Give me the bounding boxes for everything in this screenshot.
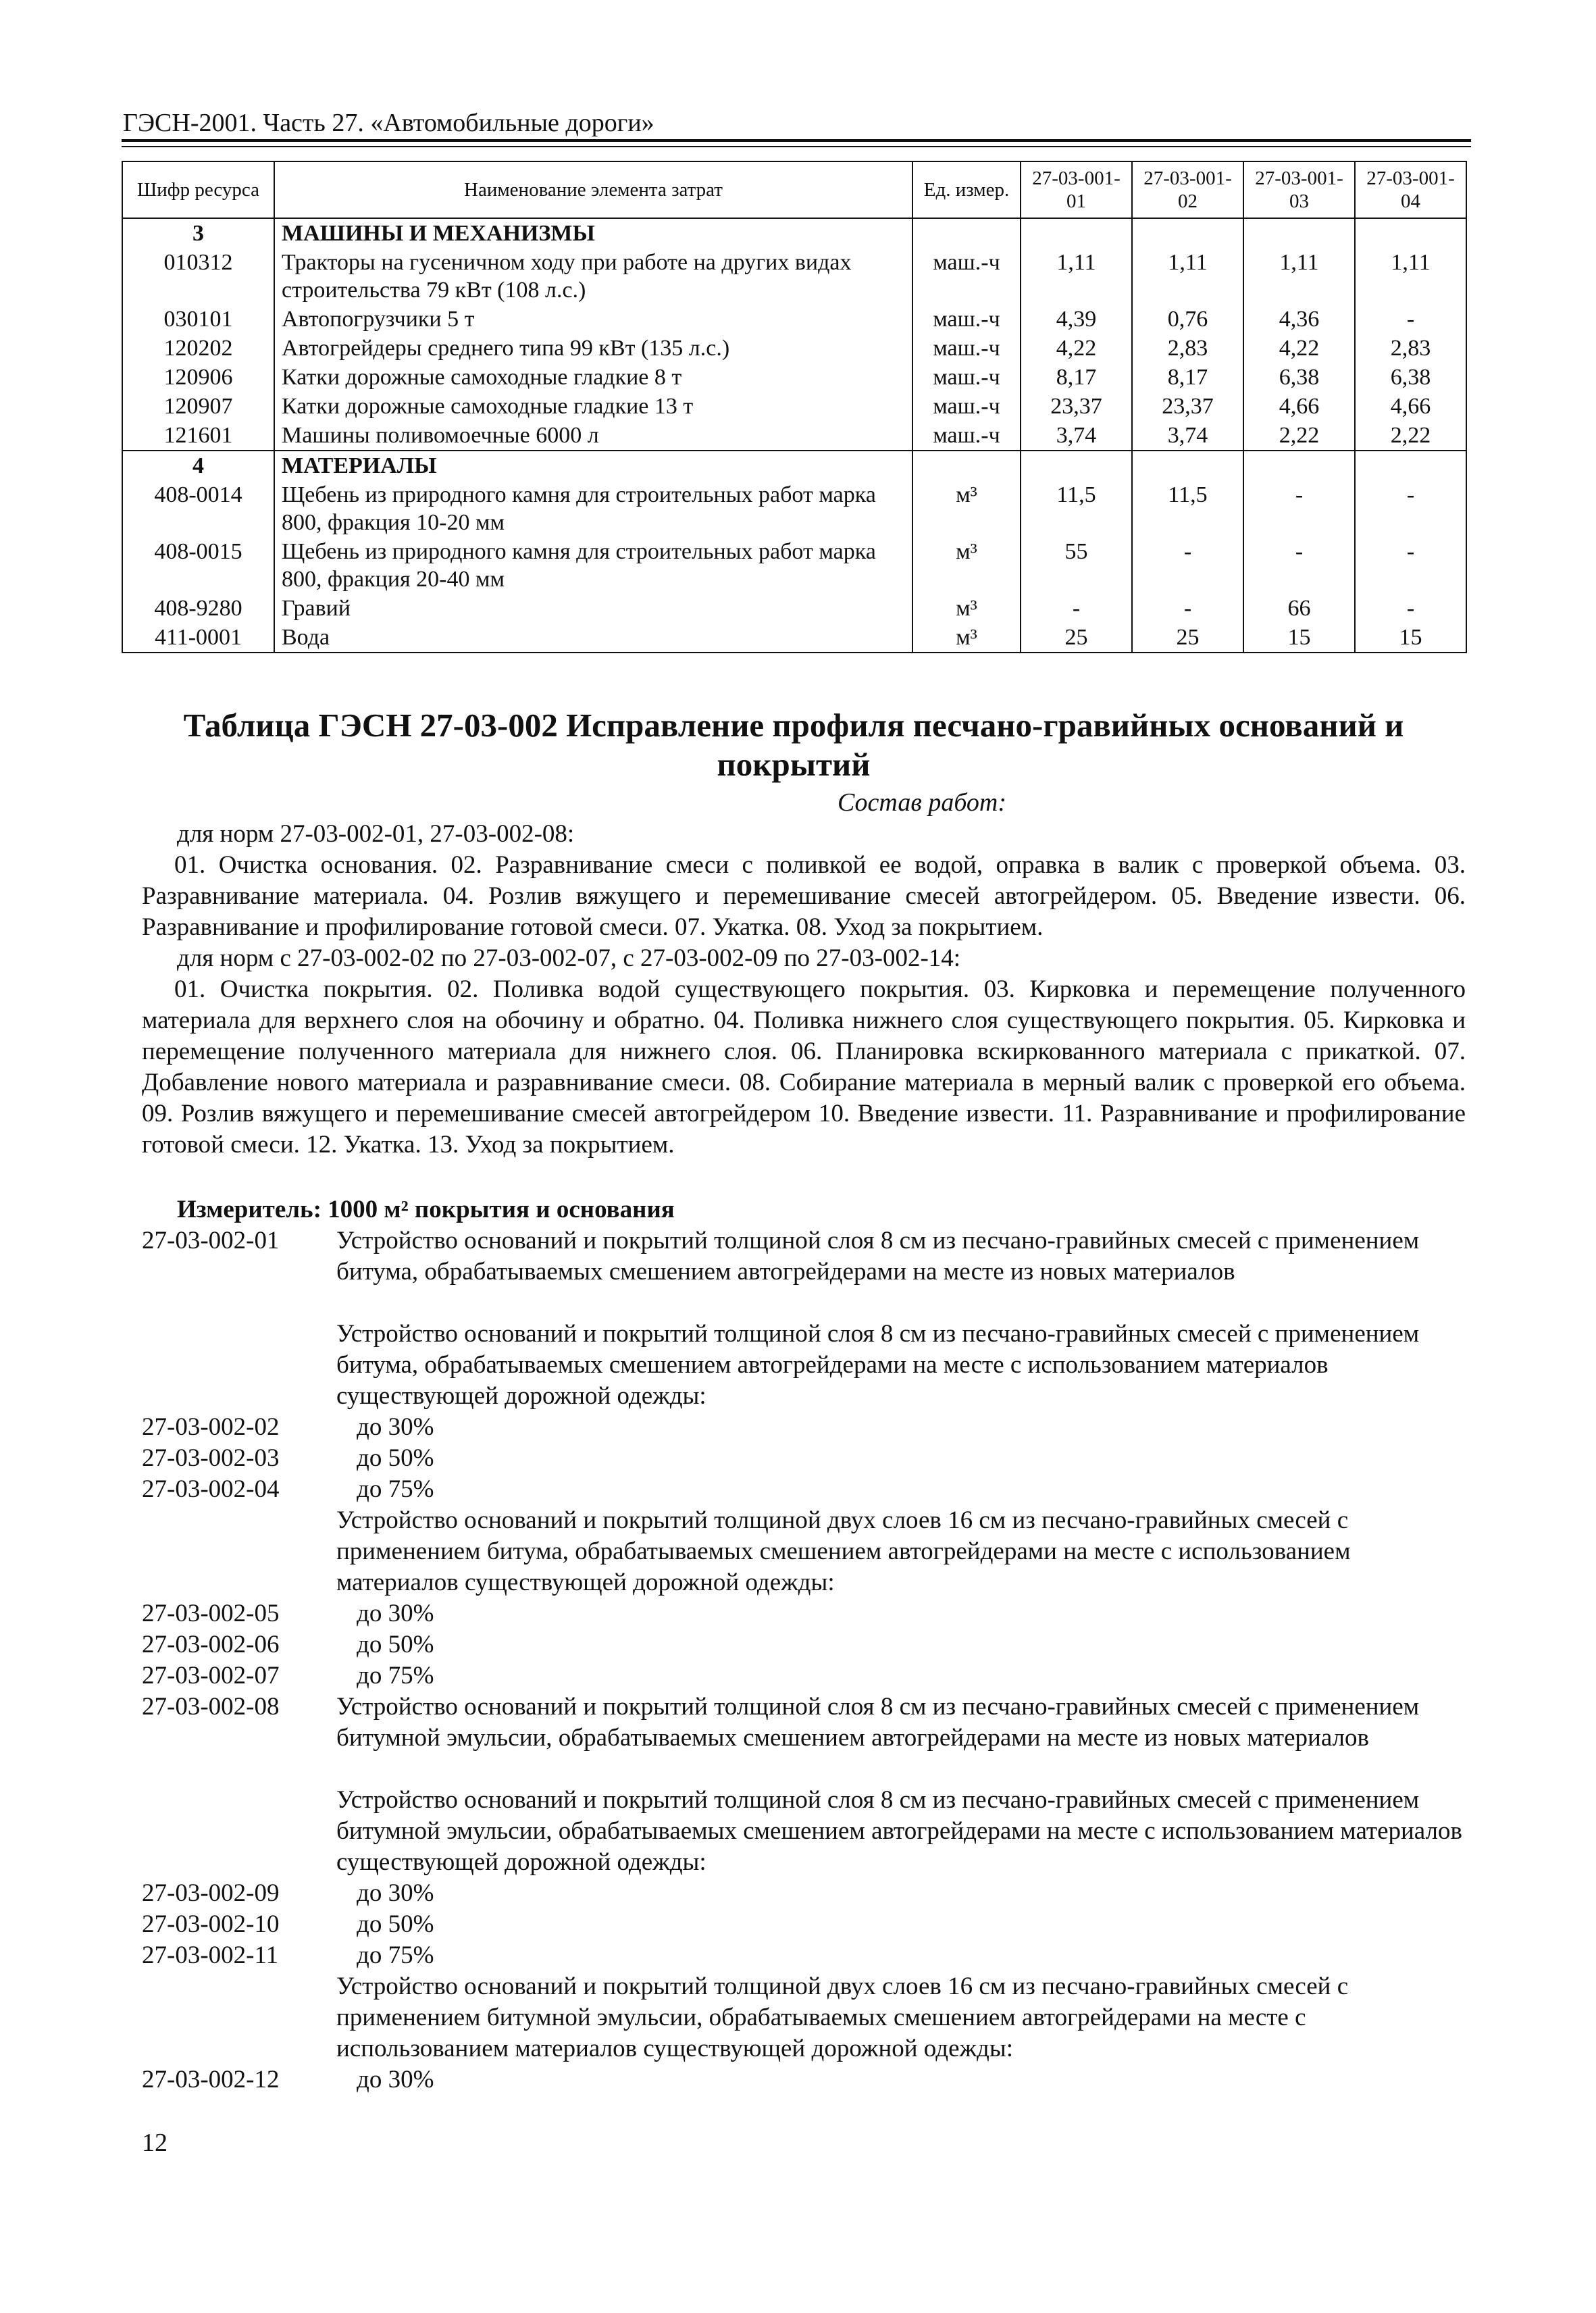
- value-cell: 66: [1243, 594, 1355, 623]
- table-body: [122, 218, 1466, 653]
- value-cell: 23,37: [1021, 392, 1132, 421]
- table-row: [122, 594, 1466, 623]
- norm-code: 27-03-002-06: [142, 1631, 280, 1658]
- resource-code: 121601: [122, 421, 274, 451]
- norm-description: до 75%: [357, 1662, 434, 1689]
- value-cell: 4,22: [1021, 334, 1132, 363]
- value-cell: 2,22: [1355, 421, 1466, 451]
- header-col-2: 27-03-001-02: [1132, 161, 1243, 218]
- table-header-row: [122, 161, 1466, 218]
- resource-code: 010312: [122, 248, 274, 305]
- norm-code: 27-03-002-02: [142, 1413, 280, 1441]
- empty-cell: [1132, 451, 1243, 480]
- unit-cell: маш.-ч: [912, 248, 1021, 305]
- resource-table: [122, 161, 1467, 653]
- header-rule-thin: [122, 146, 1471, 147]
- value-cell: 4,36: [1243, 305, 1355, 334]
- value-cell: -: [1132, 594, 1243, 623]
- empty-cell: [1021, 218, 1132, 248]
- resource-name: Щебень из природного камня для строительных работ марка 800, фракция 20-40 мм: [274, 537, 912, 594]
- table-row: [122, 305, 1466, 334]
- resource-name: Катки дорожные самоходные гладкие 13 т: [274, 392, 912, 421]
- value-cell: 1,11: [1021, 248, 1132, 305]
- header-rule: [122, 139, 1471, 142]
- norm-code: 27-03-002-09: [142, 1879, 280, 1907]
- value-cell: -: [1355, 480, 1466, 537]
- unit-cell: маш.-ч: [912, 334, 1021, 363]
- resource-name: Катки дорожные самоходные гладкие 8 т: [274, 363, 912, 392]
- header-name: Наименование элемента затрат: [274, 161, 912, 218]
- resource-name: Вода: [274, 623, 912, 653]
- resource-code: 411-0001: [122, 623, 274, 653]
- value-cell: 2,22: [1243, 421, 1355, 451]
- table-row: [122, 334, 1466, 363]
- page-number: 12: [142, 2129, 168, 2157]
- value-cell: 3,74: [1132, 421, 1243, 451]
- norm-code: 27-03-002-08: [142, 1693, 280, 1721]
- value-cell: 4,66: [1355, 392, 1466, 421]
- value-cell: 2,83: [1355, 334, 1466, 363]
- section-heading: МАШИНЫ И МЕХАНИЗМЫ: [274, 218, 912, 248]
- table-row: [122, 392, 1466, 421]
- value-cell: 3,74: [1021, 421, 1132, 451]
- resource-name: Автопогрузчики 5 т: [274, 305, 912, 334]
- value-cell: -: [1243, 480, 1355, 537]
- norm-description: до 30%: [357, 2066, 434, 2093]
- norm-description: до 75%: [357, 1941, 434, 1969]
- empty-cell: [1132, 218, 1243, 248]
- empty-cell: [1021, 451, 1132, 480]
- running-header: ГЭСН-2001. Часть 27. «Автомобильные дороги»: [123, 109, 654, 137]
- header-unit: Ед. измер.: [912, 161, 1021, 218]
- resource-name: Щебень из природного камня для строительных работ марка 800, фракция 10-20 мм: [274, 480, 912, 537]
- value-cell: 25: [1021, 623, 1132, 653]
- unit-cell: м³: [912, 623, 1021, 653]
- empty-cell: [912, 451, 1021, 480]
- header-col-4: 27-03-001-04: [1355, 161, 1466, 218]
- norm-description: до 50%: [357, 1444, 434, 1472]
- norm-code: 27-03-002-03: [142, 1444, 280, 1472]
- resource-name: Тракторы на гусеничном ходу при работе на других видах строительства 79 кВт (108 л.с.): [274, 248, 912, 305]
- value-cell: 8,17: [1132, 363, 1243, 392]
- unit-cell: м³: [912, 594, 1021, 623]
- value-cell: 11,5: [1132, 480, 1243, 537]
- norm-description: Устройство оснований и покрытий толщиной слоя 8 см из песчано-гравийных смесей с применением битума, обрабатываемых смешением автогрейдерами на месте из новых материалов: [336, 1227, 1420, 1286]
- unit-cell: маш.-ч: [912, 392, 1021, 421]
- empty-cell: [1243, 218, 1355, 248]
- norm-code: 27-03-002-12: [142, 2066, 280, 2093]
- norm-description: Устройство оснований и покрытий толщиной двух слоев 16 см из песчано-гравийных смесей с применением битумной эмульсии, обрабатываемых смешением автогрейдерами на месте с использованием материалов существующей дорожной одежды:: [336, 1973, 1349, 2062]
- value-cell: 1,11: [1132, 248, 1243, 305]
- norm-description: Устройство оснований и покрытий толщиной двух слоев 16 см из песчано-гравийных смесей с применением битума, обрабатываемых смешением автогрейдерами на месте с использованием материалов существующей дорожной одежды:: [336, 1506, 1351, 1596]
- table-row: [122, 480, 1466, 537]
- table-row: [122, 623, 1466, 653]
- value-cell: 1,11: [1355, 248, 1466, 305]
- work-composition-title: Состав работ:: [837, 788, 1007, 817]
- value-cell: -: [1355, 594, 1466, 623]
- resource-name: Машины поливомоечные 6000 л: [274, 421, 912, 451]
- resource-code: 120906: [122, 363, 274, 392]
- resource-code: 120202: [122, 334, 274, 363]
- section-title: Таблица ГЭСН 27-03-002 Исправление профиля песчано-гравийных оснований и покрытий: [183, 707, 1404, 783]
- value-cell: 8,17: [1021, 363, 1132, 392]
- resource-name: Автогрейдеры среднего типа 99 кВт (135 л.с.): [274, 334, 912, 363]
- resource-code: 408-0015: [122, 537, 274, 594]
- norm-description: до 30%: [357, 1600, 434, 1627]
- value-cell: 15: [1355, 623, 1466, 653]
- value-cell: 4,66: [1243, 392, 1355, 421]
- value-cell: 2,83: [1132, 334, 1243, 363]
- header-code: Шифр ресурса: [122, 161, 274, 218]
- section-number: 3: [122, 218, 274, 248]
- value-cell: -: [1021, 594, 1132, 623]
- value-cell: 4,39: [1021, 305, 1132, 334]
- value-cell: 4,22: [1243, 334, 1355, 363]
- resource-code: 408-0014: [122, 480, 274, 537]
- empty-cell: [1355, 218, 1466, 248]
- norm-description: до 50%: [357, 1910, 434, 1938]
- value-cell: 6,38: [1355, 363, 1466, 392]
- resource-code: 120907: [122, 392, 274, 421]
- section-number: 4: [122, 451, 274, 480]
- value-cell: 6,38: [1243, 363, 1355, 392]
- unit-cell: м³: [912, 537, 1021, 594]
- value-cell: -: [1355, 537, 1466, 594]
- norm-code: 27-03-002-01: [142, 1227, 280, 1254]
- resource-name: Гравий: [274, 594, 912, 623]
- table-section-row: [122, 451, 1466, 480]
- value-cell: 55: [1021, 537, 1132, 594]
- value-cell: 0,76: [1132, 305, 1243, 334]
- value-cell: 15: [1243, 623, 1355, 653]
- norm-description: до 50%: [357, 1631, 434, 1658]
- value-cell: -: [1132, 537, 1243, 594]
- norm-description: до 75%: [357, 1475, 434, 1503]
- value-cell: 1,11: [1243, 248, 1355, 305]
- empty-cell: [912, 218, 1021, 248]
- resource-code: 408-9280: [122, 594, 274, 623]
- empty-cell: [1243, 451, 1355, 480]
- header-col-3: 27-03-001-03: [1243, 161, 1355, 218]
- value-cell: -: [1243, 537, 1355, 594]
- norm-code: 27-03-002-11: [142, 1941, 279, 1969]
- section-heading: МАТЕРИАЛЫ: [274, 451, 912, 480]
- norm-description: до 30%: [357, 1879, 434, 1907]
- norm-description: Устройство оснований и покрытий толщиной слоя 8 см из песчано-гравийных смесей с применением битумной эмульсии, обрабатываемых смешением автогрейдерами на месте из новых материалов: [336, 1693, 1420, 1752]
- norm-description: Устройство оснований и покрытий толщиной слоя 8 см из песчано-гравийных смесей с применением битумной эмульсии, обрабатываемых смешением автогрейдерами на месте с использованием материалов существующей дорожной одежды:: [336, 1786, 1462, 1876]
- value-cell: 11,5: [1021, 480, 1132, 537]
- norms-b-intro: для норм с 27-03-002-02 по 27-03-002-07, с 27-03-002-09 по 27-03-002-14:: [177, 944, 961, 972]
- value-cell: 25: [1132, 623, 1243, 653]
- unit-cell: маш.-ч: [912, 421, 1021, 451]
- value-cell: -: [1355, 305, 1466, 334]
- norms-b-text: 01. Очистка покрытия. 02. Поливка водой существующего покрытия. 03. Кирковка и перемещение полученного материала для верхнего слоя на обочину и обратно. 04. Поливка нижнего слоя существующего покрытия. 05. Кирковка и перемещение полученного материала для нижнего слоя. 06. Планировка вскиркованного материала с прикаткой. 07. Добавление нового материала и разравнивание смеси. 08. Собирание материала в мерный валик с проверкой его объема. 09. Розлив вяжущего и перемешивание смесей автогрейдером 10. Введение извести. 11. Разравнивание и профилирование готовой смеси. 12. Укатка. 13. Уход за покрытием.: [142, 975, 1466, 1159]
- empty-cell: [1355, 451, 1466, 480]
- measure-unit: Измеритель: 1000 м² покрытия и основания: [177, 1196, 675, 1223]
- norm-code: 27-03-002-10: [142, 1910, 280, 1938]
- unit-cell: маш.-ч: [912, 363, 1021, 392]
- norms-a-text: 01. Очистка основания. 02. Разравнивание смеси с поливкой ее водой, оправка в валик с проверкой объема. 03. Разравнивание материала. 04. Розлив вяжущего и перемешивание смесей автогрейдером. 05. Введение извести. 06. Разравнивание и профилирование готовой смеси. 07. Укатка. 08. Уход за покрытием.: [142, 851, 1466, 941]
- norms-a-intro: для норм 27-03-002-01, 27-03-002-08:: [177, 820, 575, 848]
- unit-cell: маш.-ч: [912, 305, 1021, 334]
- unit-cell: м³: [912, 480, 1021, 537]
- table-row: [122, 421, 1466, 451]
- table-row: [122, 363, 1466, 392]
- norm-description: до 30%: [357, 1413, 434, 1441]
- norm-code: 27-03-002-04: [142, 1475, 280, 1503]
- norm-code: 27-03-002-05: [142, 1600, 280, 1627]
- table-section-row: [122, 218, 1466, 248]
- table-row: [122, 248, 1466, 305]
- resource-code: 030101: [122, 305, 274, 334]
- value-cell: 23,37: [1132, 392, 1243, 421]
- norm-code: 27-03-002-07: [142, 1662, 280, 1689]
- norm-description: Устройство оснований и покрытий толщиной слоя 8 см из песчано-гравийных смесей с применением битума, обрабатываемых смешением автогрейдерами на месте с использованием материалов существующей дорожной одежды:: [336, 1320, 1420, 1410]
- header-col-1: 27-03-001-01: [1021, 161, 1132, 218]
- table-row: [122, 537, 1466, 594]
